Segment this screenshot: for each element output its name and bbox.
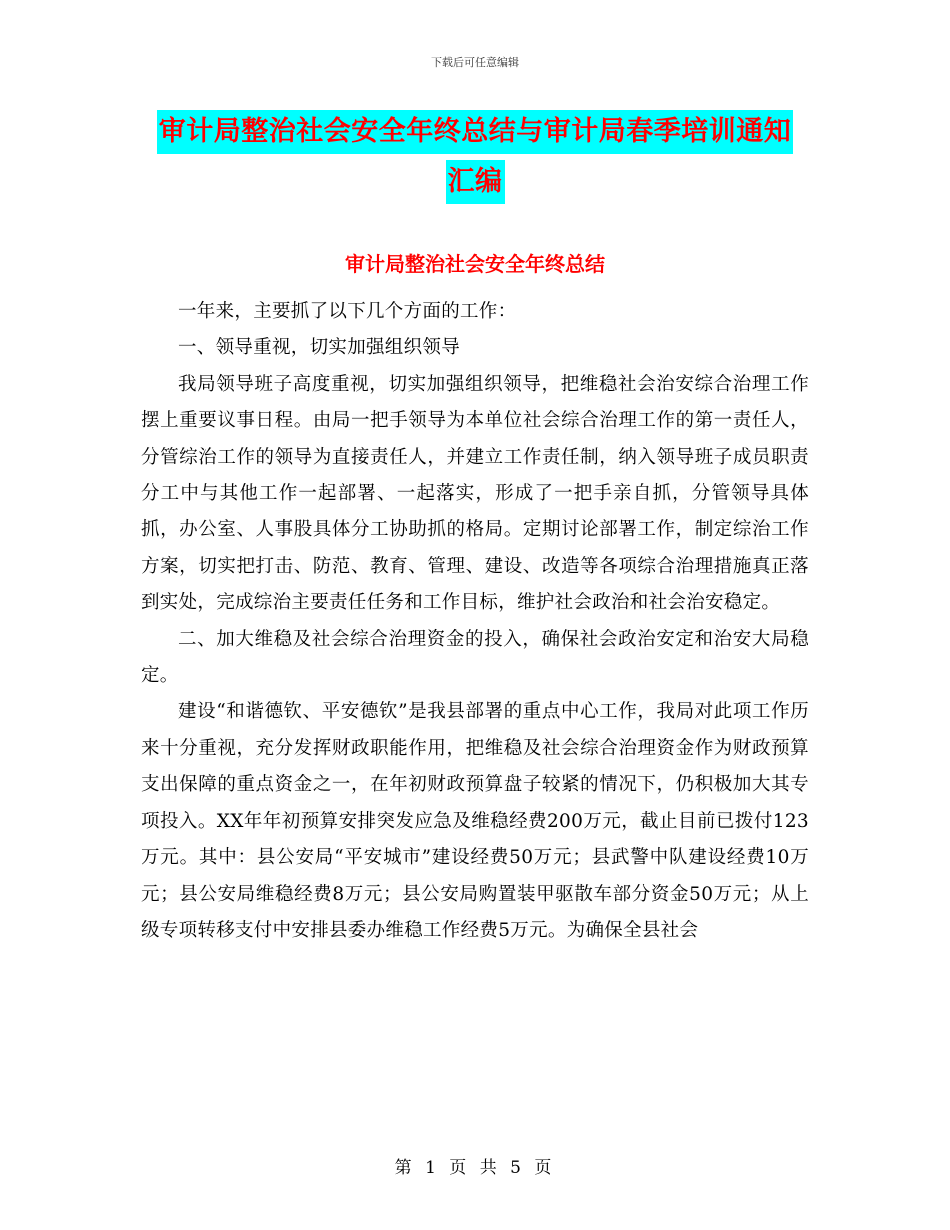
section-title: 审计局整治社会安全年终总结: [345, 252, 605, 276]
body-text: [141, 294, 809, 949]
paragraph: 我局领导班子高度重视，切实加强组织领导，把维稳社会治安综合治理工作摆上重要议事日程。由局一把手领导为本单位社会综合治理工作的第一责任人，分管综治工作的领导为直接责任人，并建立工作责任制，纳入领导班子成员职责分工中与其他工作一起部署、一起落实，形成了一把手亲自抓，分管领导具体抓，办公室、人事股具体分工协助抓的格局。定期讨论部署工作，制定综治工作方案，切实把打击、防范、教育、管理、建设、改造等各项综合治理措施真正落到实处，完成综治主要责任任务和工作目标，维护社会政治和社会治安稳定。: [141, 373, 809, 614]
paragraph: 建设“和谐德钦、平安德钦”是我县部署的重点中心工作，我局对此项工作历来十分重视，充分发挥财政职能作用，把维稳及社会综合治理资金作为财政预算支出保障的重点资金之一，在年初财政预算盘子较紧的情况下，仍积极加大其专项投入。XX年年初预算安排突发应急及维稳经费200万元，截止目前已拨付123万元。其中：县公安局“平安城市”建设经费50万元；县武警中队建设经费10万元；县公安局维稳经费8万元；县公安局购置装甲驱散车部分资金50万元；从上级专项转移支付中安排县委办维稳工作经费5万元。为确保全县社会: [141, 701, 809, 941]
paragraph: 二、加大维稳及社会综合治理资金的投入，确保社会政治安定和治安大局稳定。: [141, 628, 809, 687]
title-line-1: 审计局整治社会安全年终总结与审计局春季培训通知: [157, 110, 794, 154]
document-title: [140, 110, 810, 204]
page-footer: 第 1 页 共 5 页: [394, 1158, 556, 1178]
title-line-2: 汇编: [446, 160, 505, 204]
paragraph: 一、领导重视，切实加强组织领导: [178, 337, 461, 359]
paragraph: 一年来，主要抓了以下几个方面的工作：: [178, 301, 517, 322]
page-header: 下载后可任意编辑: [431, 56, 519, 69]
